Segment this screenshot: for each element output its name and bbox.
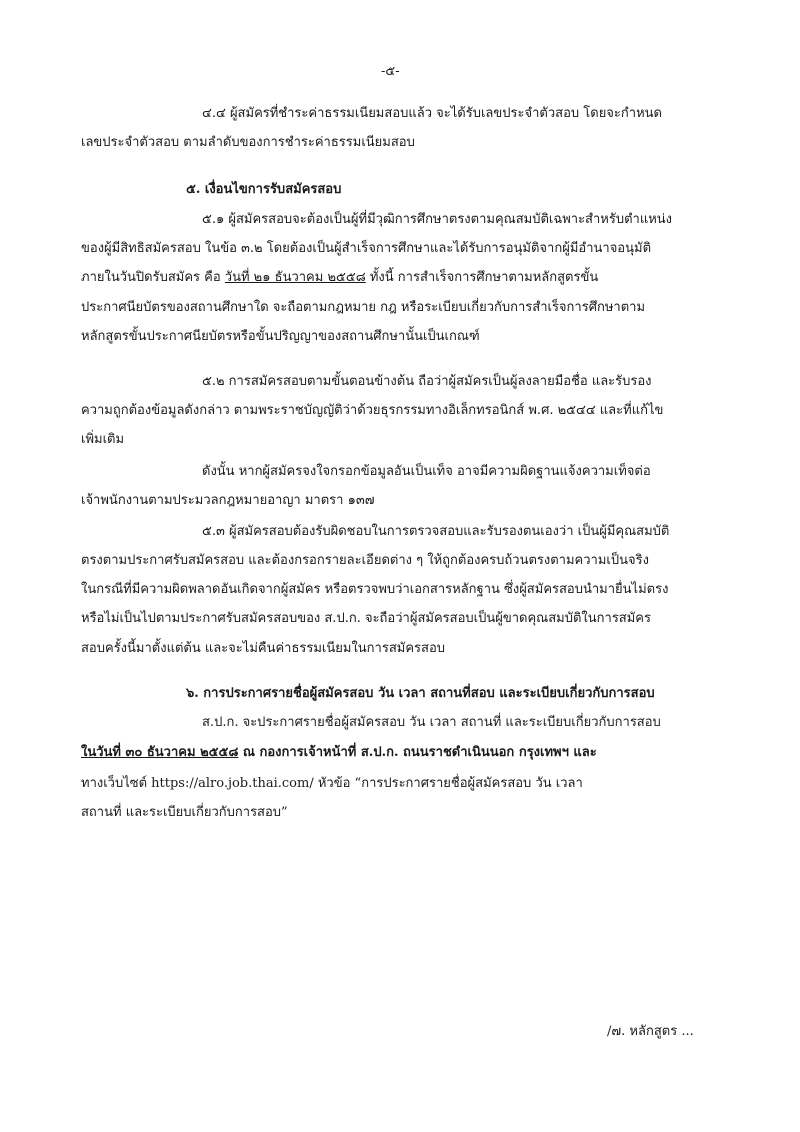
section-5-3-line-2: ตรงตามประกาศรับสมัครสอบ และต้องกรอกรายละเอียดต่าง ๆ ให้ถูกต้องครบถ้วนตรงตามความเป็นจริง [81, 553, 649, 568]
section-5-2-line-5: เจ้าพนักงานตามประมวลกฎหมายอาญา มาตรา ๑๓๗ [81, 493, 375, 508]
closing-date-suffix: ทั้งนี้ การสำเร็จการศึกษาตามหลักสูตรขั้น [365, 270, 599, 285]
section-5-2-line-3: เพิ่มเติม [81, 432, 125, 447]
section-4-4-line-2: เลขประจำตัวสอบ ตามลำดับของการชำระค่าธรรมเนียมสอบ [81, 135, 415, 150]
closing-date: วันที่ ๒๑ ธันวาคม ๒๕๕๘ [224, 270, 366, 285]
section-5-1-line-5: หลักสูตรขั้นประกาศนียบัตรหรือขั้นปริญญาของสถานศึกษานั้นเป็นเกณฑ์ [81, 329, 480, 344]
section-5-2-line-4: ดังนั้น หากผู้สมัครจงใจกรอกข้อมูลอันเป็นเท็จ อาจมีความผิดฐานแจ้งความเท็จต่อ [202, 464, 651, 479]
section-5-2-line-2: ความถูกต้องข้อมูลดังกล่าว ตามพระราชบัญญัติว่าด้วยธุรกรรมทางอิเล็กทรอนิกส์ พ.ศ. ๒๕๔๔ และที่แก้ไข [81, 403, 664, 418]
section-6-line-2 [81, 743, 597, 763]
closing-date-prefix: ภายในวันปิดรับสมัคร คือ [81, 270, 225, 285]
section-5-1-line-2: ของผู้มีสิทธิสมัครสอบ ในข้อ ๓.๒ โดยต้องเป็นผู้สำเร็จการศึกษาและได้รับการอนุมัติจากผู้มีอำนาจอนุมัติ [81, 241, 652, 256]
section-5-2-line-1: ๕.๒ การสมัครสอบตามขั้นตอนข้างต้น ถือว่าผู้สมัครเป็นผู้ลงลายมือชื่อ และรับรอง [202, 374, 652, 389]
section-6-heading: ๖. การประกาศรายชื่อผู้สมัครสอบ วัน เวลา สถานที่สอบ และระเบียบเกี่ยวกับการสอบ [186, 686, 655, 701]
announcement-location: ณ กองการเจ้าหน้าที่ ส.ป.ก. ถนนราชดำเนินนอก กรุงเทพฯ และ [238, 745, 597, 760]
section-6-line-3: ทางเว็บไซต์ https://alro.job.thai.com/ หัวข้อ “การประกาศรายชื่อผู้สมัครสอบ วัน เวลา [81, 776, 583, 791]
section-4-4-line-1: ๔.๔ ผู้สมัครที่ชำระค่าธรรมเนียมสอบแล้ว จะได้รับเลขประจำตัวสอบ โดยจะกำหนด [202, 106, 662, 121]
section-5-1-line-1: ๕.๑ ผู้สมัครสอบจะต้องเป็นผู้ที่มีวุฒิการศึกษาตรงตามคุณสมบัติเฉพาะสำหรับตำแหน่ง [202, 212, 673, 227]
section-5-3-line-4: หรือไม่เป็นไปตามประกาศรับสมัครสอบของ ส.ป.ก. จะถือว่าผู้สมัครสอบเป็นผู้ขาดคุณสมบัติในการสมัคร [81, 611, 651, 626]
page-number: -๕- [381, 64, 400, 79]
section-5-heading: ๕. เงื่อนไขการรับสมัครสอบ [186, 182, 342, 197]
section-5-3-line-5: สอบครั้งนี้มาตั้งแต่ต้น และจะไม่คืนค่าธรรมเนียมในการสมัครสอบ [81, 641, 446, 656]
section-5-3-line-3: ในกรณีที่มีความผิดพลาดอันเกิดจากผู้สมัคร หรือตรวจพบว่าเอกสารหลักฐาน ซึ่งผู้สมัครสอบนำมายื่นไม่ตรง [81, 582, 669, 597]
announcement-date: ในวันที่ ๓๐ ธันวาคม ๒๕๕๘ [81, 745, 239, 760]
section-5-1-line-3 [81, 268, 598, 288]
section-6-line-4: สถานที่ และระเบียบเกี่ยวกับการสอบ” [81, 805, 288, 820]
section-5-3-line-1: ๕.๓ ผู้สมัครสอบต้องรับผิดชอบในการตรวจสอบและรับรองตนเองว่า เป็นผู้มีคุณสมบัติ [202, 524, 670, 539]
section-6-line-1: ส.ป.ก. จะประกาศรายชื่อผู้สมัครสอบ วัน เวลา สถานที่ และระเบียบเกี่ยวกับการสอบ [202, 715, 661, 730]
section-5-1-line-4: ประกาศนียบัตรของสถานศึกษาใด จะถือตามกฎหมาย กฎ หรือระเบียบเกี่ยวกับการสำเร็จการศึกษาตาม [81, 300, 646, 315]
continuation-note: /๗. หลักสูตร ... [607, 1024, 694, 1039]
